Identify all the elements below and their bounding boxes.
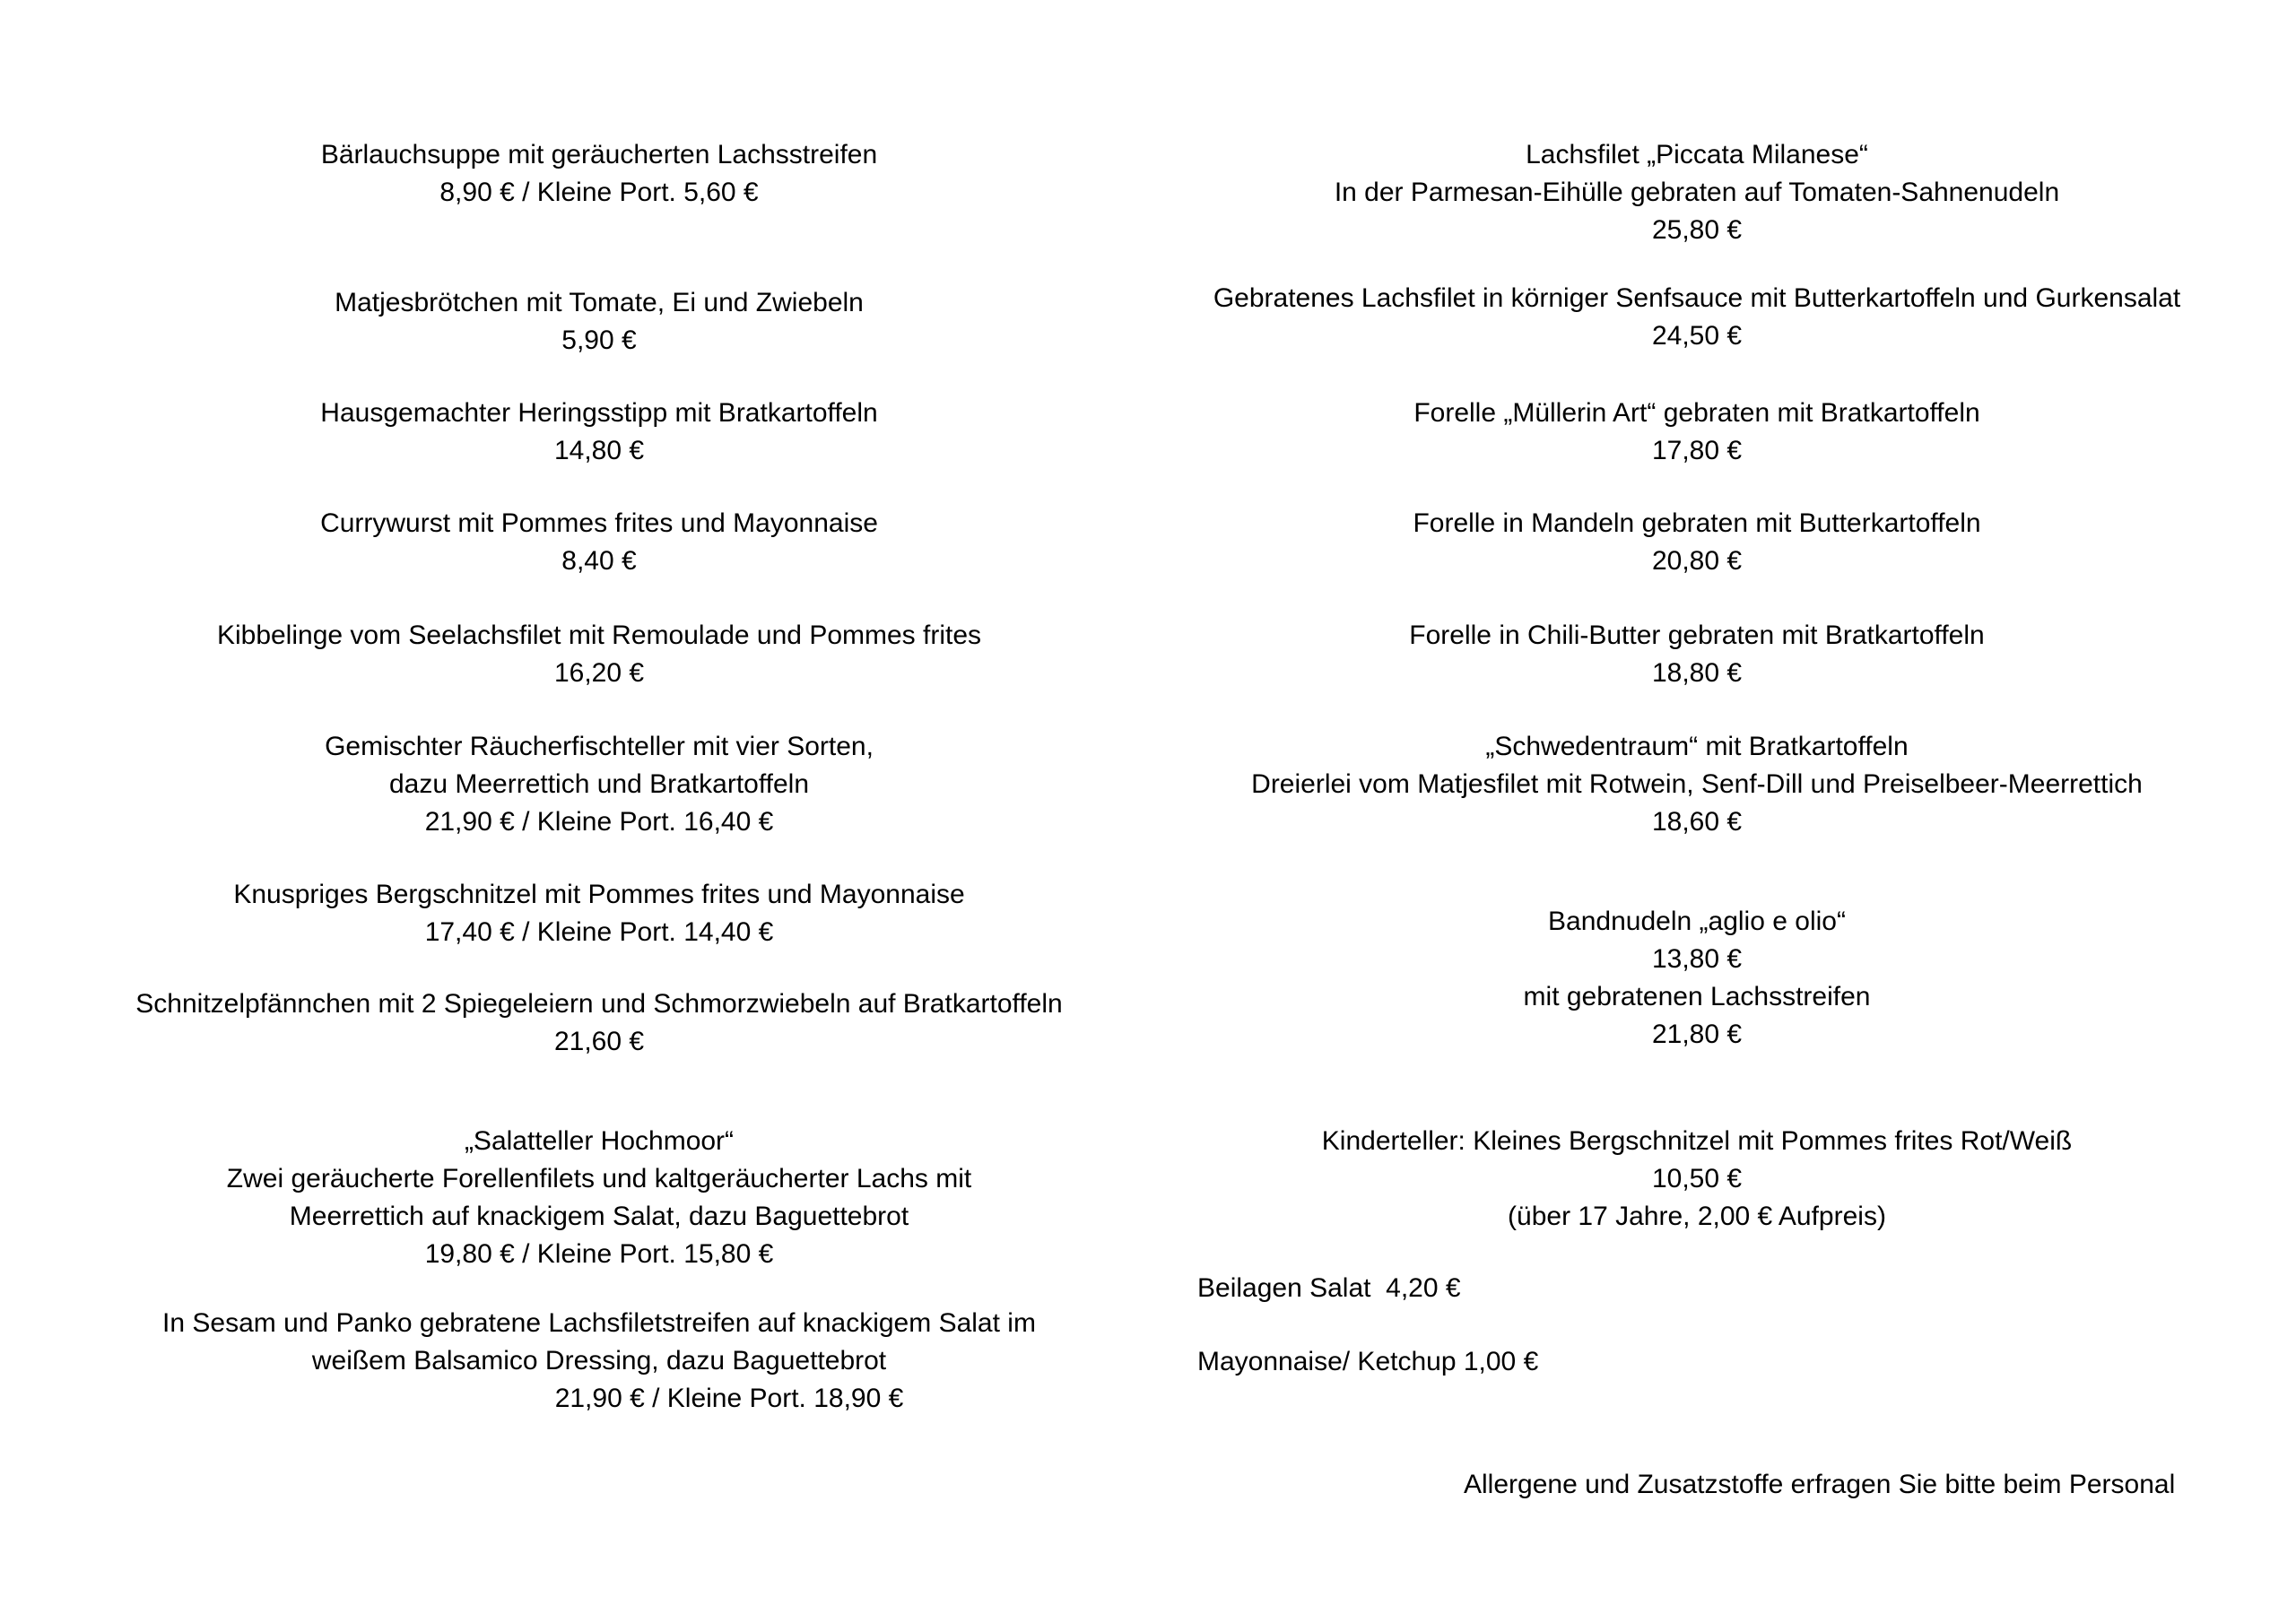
price-line: 20,80 € — [1651, 546, 1743, 576]
dish-description: Dreierlei vom Matjesfilet mit Rotwein, Senf-Dill und Preiselbeer-Meerrettich — [1251, 769, 2143, 799]
price-line: 19,80 € / Kleine Port. 15,80 € — [424, 1239, 774, 1269]
menu-item-bergschnitzel — [86, 876, 1112, 951]
menu-item-kibbelinge — [86, 617, 1112, 692]
dish-name: Forelle in Chili-Butter gebraten mit Bratkartoffeln — [1409, 621, 1985, 650]
price-line: 8,40 € — [561, 546, 637, 576]
menu-item-lachsfilet-piccata — [1175, 136, 2219, 249]
menu-left-column — [86, 0, 1112, 1623]
menu-item-matjesbroetchen — [86, 284, 1112, 360]
price-line: 13,80 € — [1651, 944, 1743, 974]
menu-item-salatteller-hochmoor — [86, 1123, 1112, 1273]
dish-description: Meerrettich auf knackigem Salat, dazu Baguettebrot — [289, 1202, 909, 1231]
menu-item-forelle-chili-butter — [1175, 617, 2219, 692]
allergen-note: Allergene und Zusatzstoffe erfragen Sie bitte beim Personal — [1464, 1470, 2176, 1499]
dish-name: Forelle „Müllerin Art“ gebraten mit Bratkartoffeln — [1413, 398, 1980, 428]
dish-name: Knuspriges Bergschnitzel mit Pommes frites und Mayonnaise — [233, 880, 965, 909]
dish-name: Schnitzelpfännchen mit 2 Spiegeleiern und Schmorzwiebeln auf Bratkartoffeln — [135, 989, 1063, 1019]
dish-name: Currywurst mit Pommes frites und Mayonnaise — [320, 508, 878, 538]
price-line: 25,80 € — [1651, 215, 1743, 245]
menu-item-schwedentraum — [1175, 728, 2219, 841]
price-line: 18,80 € — [1651, 658, 1743, 688]
dish-description: Zwei geräucherte Forellenfilets und kaltgeräucherter Lachs mit — [226, 1164, 972, 1193]
price-line: 21,90 € / Kleine Port. 18,90 € — [554, 1384, 904, 1413]
menu-item-kinderteller — [1175, 1123, 2219, 1236]
dish-name: „Salatteller Hochmoor“ — [464, 1126, 735, 1156]
dish-name: Matjesbrötchen mit Tomate, Ei und Zwiebeln — [335, 288, 864, 317]
menu-item-bandnudeln — [1175, 903, 2219, 1054]
menu-item-sesam-panko-lachs — [86, 1305, 1112, 1418]
side-dish-line: Mayonnaise/ Ketchup 1,00 € — [1197, 1347, 1539, 1376]
dish-description: dazu Meerrettich und Bratkartoffeln — [388, 769, 810, 799]
price-line: 17,40 € / Kleine Port. 14,40 € — [424, 917, 774, 947]
dish-description: In der Parmesan-Eihülle gebraten auf Tomaten-Sahnenudeln — [1334, 178, 2060, 207]
side-dish-line: Beilagen Salat 4,20 € — [1197, 1273, 1461, 1303]
price-line: 17,80 € — [1651, 436, 1743, 465]
dish-note: (über 17 Jahre, 2,00 € Aufpreis) — [1508, 1202, 1886, 1231]
price-line: 18,60 € — [1651, 807, 1743, 837]
dish-name: Bandnudeln „aglio e olio“ — [1548, 907, 1846, 936]
dish-name: Kinderteller: Kleines Bergschnitzel mit Pommes frites Rot/Weiß — [1321, 1126, 2073, 1156]
price-line: 21,60 € — [553, 1027, 645, 1056]
dish-name: Hausgemachter Heringsstipp mit Bratkartoffeln — [320, 398, 878, 428]
price-line: 5,90 € — [561, 325, 637, 355]
price-line: 21,80 € — [1651, 1020, 1743, 1049]
dish-name: Gebratenes Lachsfilet in körniger Senfsauce mit Butterkartoffeln und Gurkensalat — [1213, 283, 2181, 313]
dish-name: Lachsfilet „Piccata Milanese“ — [1526, 140, 1868, 169]
menu-item-forelle-mandeln — [1175, 505, 2219, 580]
menu-item-forelle-muellerin — [1175, 395, 2219, 470]
dish-name: Gemischter Räucherfischteller mit vier Sorten, — [325, 732, 874, 761]
menu-item-schnitzelpfaennchen — [86, 985, 1112, 1061]
price-line: 21,90 € / Kleine Port. 16,40 € — [424, 807, 774, 837]
dish-name: „Schwedentraum“ mit Bratkartoffeln — [1485, 732, 1909, 761]
dish-name: Forelle in Mandeln gebraten mit Butterkartoffeln — [1413, 508, 1981, 538]
price-line: 16,20 € — [553, 658, 645, 688]
menu-item-currywurst — [86, 505, 1112, 580]
dish-name: Kibbelinge vom Seelachsfilet mit Remoulade und Pommes frites — [216, 621, 982, 650]
menu-item-beilagen-salat — [1175, 1270, 2241, 1307]
price-line: 14,80 € — [553, 436, 645, 465]
menu-item-raeucherfischteller — [86, 728, 1112, 841]
price-line: 24,50 € — [1651, 321, 1743, 351]
menu-right-column — [1175, 0, 2219, 1623]
menu-item-mayonnaise-ketchup — [1175, 1343, 2241, 1381]
menu-item-heringsstipp — [86, 395, 1112, 470]
dish-variant: mit gebratenen Lachsstreifen — [1523, 982, 1871, 1011]
dish-name: In Sesam und Panko gebratene Lachsfiletstreifen auf knackigem Salat im — [162, 1308, 1036, 1338]
menu-item-baerlauchsuppe — [86, 136, 1112, 212]
dish-name: Bärlauchsuppe mit geräucherten Lachsstreifen — [320, 140, 878, 169]
menu-item-lachsfilet-senfsauce — [1175, 280, 2219, 355]
price-line: 10,50 € — [1651, 1164, 1743, 1193]
dish-description: weißem Balsamico Dressing, dazu Baguettebrot — [311, 1346, 887, 1376]
price-line: 8,90 € / Kleine Port. 5,60 € — [439, 178, 759, 207]
